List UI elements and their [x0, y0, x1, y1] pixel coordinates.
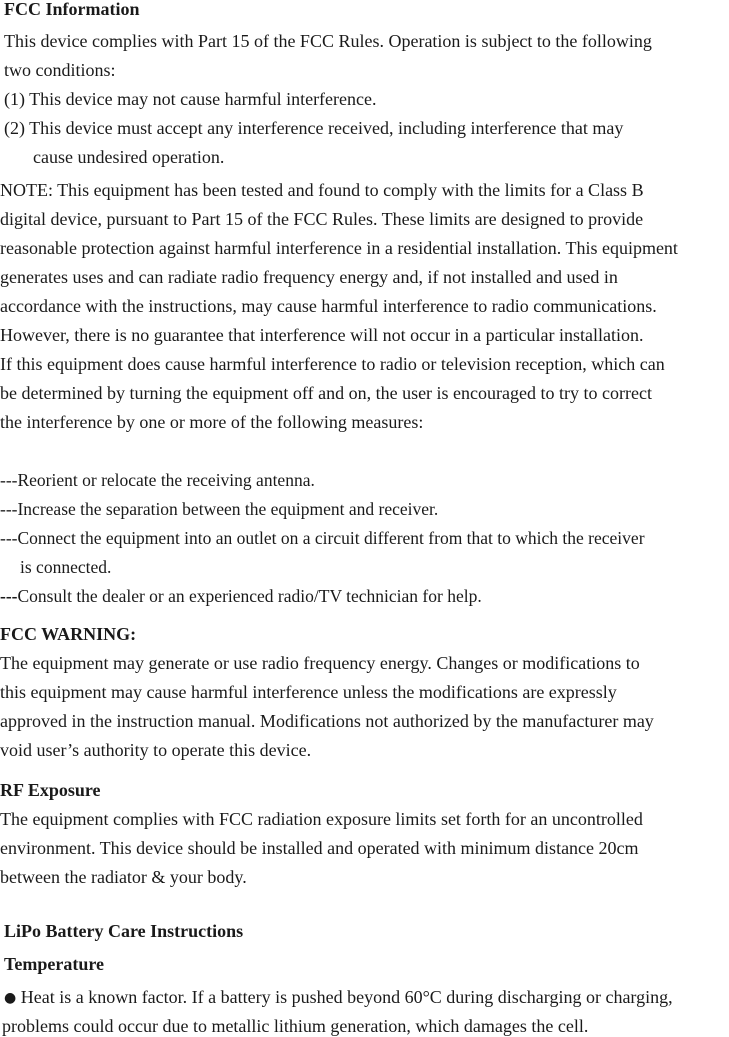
fcc-warning-line: void user’s authority to operate this device.	[0, 740, 312, 760]
rf-exposure-line: environment. This device should be installed and operated with minimum distance 20cm	[0, 838, 639, 858]
fcc-intro-line-1: This device complies with Part 15 of the FCC Rules. Operation is subject to the following	[4, 31, 652, 51]
rf-exposure-line: The equipment complies with FCC radiation exposure limits set forth for an uncontrolled	[0, 809, 643, 829]
fcc-condition-2-line-2: cause undesired operation.	[33, 147, 225, 167]
note-line: However, there is no guarantee that interference will not occur in a particular installation.	[0, 325, 644, 345]
lipo-heat-line-1	[4, 986, 673, 1010]
note-line: generates uses and can radiate radio frequency energy and, if not installed and used in	[0, 267, 618, 287]
fcc-intro-line-2: two conditions:	[4, 60, 116, 80]
lipo-heat-text: Heat is a known factor. If a battery is pushed beyond 60°C during discharging or charging,	[20, 987, 673, 1007]
measure-connect-outlet-line-2: is connected.	[20, 557, 112, 577]
note-line: be determined by turning the equipment off and on, the user is encouraged to try to correct	[0, 383, 652, 403]
measure-increase-separation: ---Increase the separation between the equipment and receiver.	[0, 499, 439, 519]
measure-consult-dealer-text: Consult the dealer or an experienced radio/TV technician for help.	[17, 586, 482, 606]
note-line: digital device, pursuant to Part 15 of the FCC Rules. These limits are designed to provide	[0, 209, 644, 229]
lipo-heat-line-2: problems could occur due to metallic lithium generation, which damages the cell.	[2, 1016, 589, 1036]
fcc-warning-line: this equipment may cause harmful interference unless the modifications are expressly	[0, 682, 617, 702]
measure-connect-outlet-line-1: ---Connect the equipment into an outlet on a circuit different from that to which the receiver	[0, 528, 645, 548]
measure-dashes: ---	[0, 586, 18, 606]
rf-exposure-heading: RF Exposure	[0, 780, 101, 800]
fcc-warning-heading: FCC WARNING:	[0, 624, 137, 644]
fcc-condition-1: (1) This device may not cause harmful interference.	[4, 89, 377, 109]
measure-consult-dealer	[0, 585, 482, 607]
note-line: NOTE: This equipment has been tested and found to comply with the limits for a Class B	[0, 180, 644, 200]
fcc-condition-2-line-1: (2) This device must accept any interference received, including interference that may	[4, 118, 624, 138]
fcc-warning-line: The equipment may generate or use radio frequency energy. Changes or modifications to	[0, 653, 640, 673]
note-line: If this equipment does cause harmful interference to radio or television reception, which can	[0, 354, 665, 374]
fcc-warning-line: approved in the instruction manual. Modifications not authorized by the manufacturer may	[0, 711, 654, 731]
lipo-heading: LiPo Battery Care Instructions	[4, 921, 244, 941]
rf-exposure-line: between the radiator & your body.	[0, 867, 247, 887]
measure-reorient: ---Reorient or relocate the receiving antenna.	[0, 470, 315, 490]
fcc-information-heading: FCC Information	[4, 0, 140, 19]
note-line: accordance with the instructions, may cause harmful interference to radio communications.	[0, 296, 657, 316]
bullet-icon: ●	[4, 990, 17, 1006]
note-line: the interference by one or more of the following measures:	[0, 412, 424, 432]
note-line: reasonable protection against harmful interference in a residential installation. This equipment	[0, 238, 678, 258]
temperature-subheading: Temperature	[4, 954, 104, 974]
